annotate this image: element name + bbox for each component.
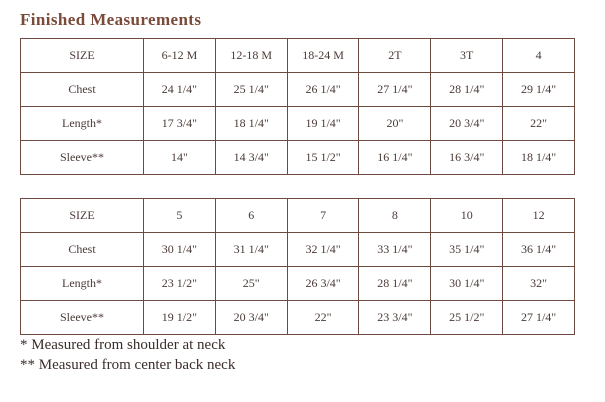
table-cell: 20 3/4" xyxy=(215,301,287,335)
size-cell: 5 xyxy=(144,199,216,233)
size-header-cell: SIZE xyxy=(21,39,144,73)
table-row xyxy=(21,73,575,107)
size-cell: 8 xyxy=(359,199,431,233)
table-cell: 25 1/4" xyxy=(215,73,287,107)
table-row xyxy=(21,301,575,335)
table-cell: 15 1/2" xyxy=(287,141,359,175)
table-cell: 20" xyxy=(359,107,431,141)
size-cell: 12-18 M xyxy=(215,39,287,73)
table-cell: 24 1/4" xyxy=(144,73,216,107)
size-cell: 18-24 M xyxy=(287,39,359,73)
table-header-row xyxy=(21,199,575,233)
table-cell: 18 1/4" xyxy=(503,141,575,175)
table-cell: 26 3/4" xyxy=(287,267,359,301)
table-cell: 22" xyxy=(503,107,575,141)
table-cell: 29 1/4" xyxy=(503,73,575,107)
table-row xyxy=(21,233,575,267)
table-cell: 25 1/2" xyxy=(431,301,503,335)
table-cell: 23 1/2" xyxy=(144,267,216,301)
table-cell: 36 1/4" xyxy=(503,233,575,267)
table-cell: 30 1/4" xyxy=(431,267,503,301)
table-row xyxy=(21,141,575,175)
table-row xyxy=(21,107,575,141)
row-label-sleeve: Sleeve** xyxy=(21,301,144,335)
size-cell: 4 xyxy=(503,39,575,73)
table-cell: 16 1/4" xyxy=(359,141,431,175)
table-cell: 20 3/4" xyxy=(431,107,503,141)
table-cell: 22" xyxy=(287,301,359,335)
size-cell: 3T xyxy=(431,39,503,73)
table-cell: 32 1/4" xyxy=(287,233,359,267)
table-cell: 23 3/4" xyxy=(359,301,431,335)
measurements-table-large-sizes xyxy=(20,198,575,335)
row-label-length: Length* xyxy=(21,267,144,301)
row-label-length: Length* xyxy=(21,107,144,141)
size-cell: 10 xyxy=(431,199,503,233)
table-row xyxy=(21,267,575,301)
table-cell: 16 3/4" xyxy=(431,141,503,175)
table-cell: 27 1/4" xyxy=(503,301,575,335)
table-cell: 28 1/4" xyxy=(431,73,503,107)
size-cell: 2T xyxy=(359,39,431,73)
footnote-center-back: ** Measured from center back neck xyxy=(20,357,236,373)
page-title: Finished Measurements xyxy=(20,10,202,29)
table-cell: 35 1/4" xyxy=(431,233,503,267)
table-header-row xyxy=(21,39,575,73)
table-cell: 32" xyxy=(503,267,575,301)
size-cell: 7 xyxy=(287,199,359,233)
row-label-chest: Chest xyxy=(21,233,144,267)
table-cell: 26 1/4" xyxy=(287,73,359,107)
table-cell: 33 1/4" xyxy=(359,233,431,267)
footnote-shoulder: * Measured from shoulder at neck xyxy=(20,337,226,353)
size-cell: 6-12 M xyxy=(144,39,216,73)
table-cell: 14 3/4" xyxy=(215,141,287,175)
measurements-table-small-sizes xyxy=(20,38,575,175)
size-cell: 6 xyxy=(215,199,287,233)
table-cell: 31 1/4" xyxy=(215,233,287,267)
row-label-chest: Chest xyxy=(21,73,144,107)
table-cell: 19 1/4" xyxy=(287,107,359,141)
table-cell: 28 1/4" xyxy=(359,267,431,301)
size-cell: 12 xyxy=(503,199,575,233)
table-cell: 18 1/4" xyxy=(215,107,287,141)
size-header-cell: SIZE xyxy=(21,199,144,233)
table-cell: 19 1/2" xyxy=(144,301,216,335)
table-cell: 27 1/4" xyxy=(359,73,431,107)
table-cell: 25" xyxy=(215,267,287,301)
table-cell: 17 3/4" xyxy=(144,107,216,141)
row-label-sleeve: Sleeve** xyxy=(21,141,144,175)
table-cell: 30 1/4" xyxy=(144,233,216,267)
table-cell: 14" xyxy=(144,141,216,175)
